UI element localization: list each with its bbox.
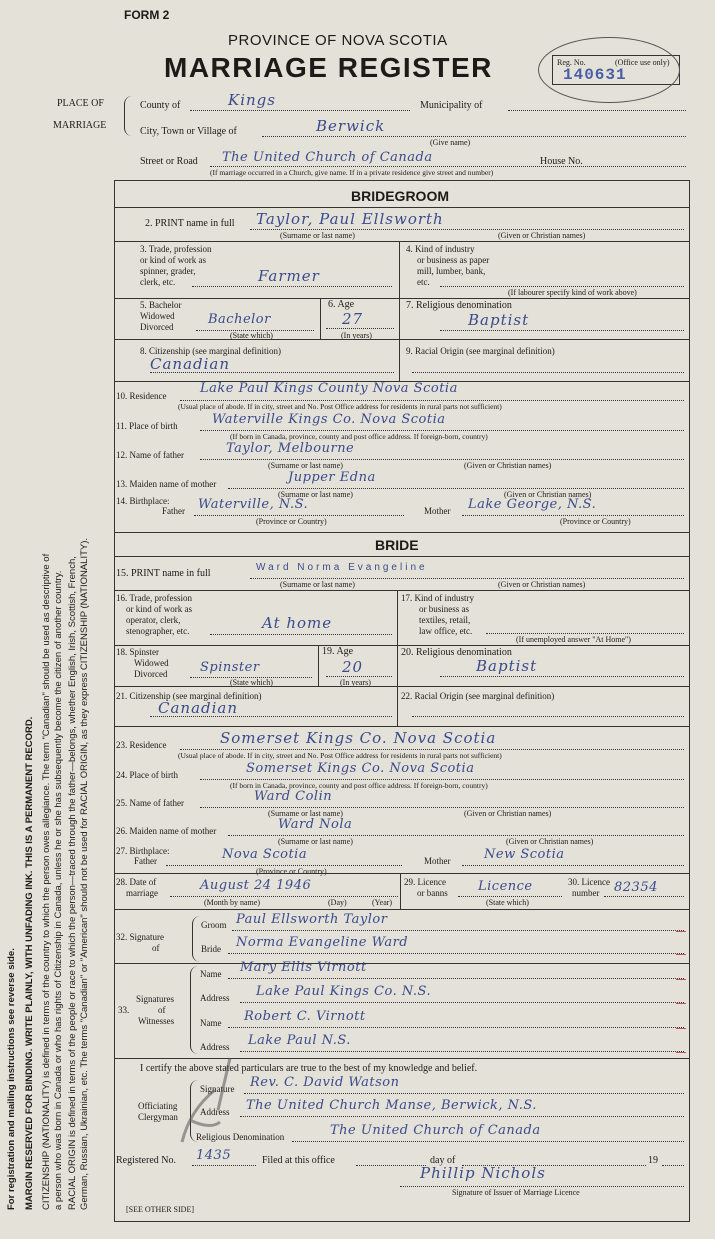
bride-father-value: Ward Colin [254, 789, 333, 804]
binding-margin [6, 0, 106, 1239]
issuer-signature: Phillip Nichols [420, 1164, 546, 1182]
reg-no-box: Reg. No. (Office use only) 140631 [552, 55, 680, 85]
initials-scribble-icon [170, 1050, 240, 1150]
county-value: Kings [228, 91, 276, 109]
groom-citizenship-value: Canadian [150, 355, 231, 373]
groom-religion-value: Baptist [468, 311, 530, 329]
street-value: The United Church of Canada [222, 150, 433, 165]
bride-mother-birthplace: New Scotia [484, 847, 565, 862]
witness-1-address: Lake Paul Kings Co. N.S. [256, 984, 432, 999]
witness-1-name: Mary Ellis Virnott [240, 960, 367, 975]
groom-birthplace-value: Waterville Kings Co. Nova Scotia [212, 412, 446, 427]
reg-no-value: 140631 [563, 66, 627, 84]
registered-number: 1435 [196, 1148, 232, 1163]
licence-number-value: 82354 [614, 880, 658, 895]
groom-mother-birthplace: Lake George, N.S. [468, 497, 597, 512]
margin-text: For registration and mailing instructions see reverse side. MARGIN RESERVED FOR BINDING. WRITE PLAINLY, WITH UNFADING INK. THIS IS A PERMANENT RECORD. CITIZENSHIP (NATIONALITY) is defined in terms of the country to which the person owes allegiance. The term "Canadian" should be used as descriptive of a person who was born in Canada or who has rights of Citizenship in Canada, unless he or she has subsequently become the citizen of another country. RACIAL ORIGIN is defined in terms of the people or race to which the person—traced through the father—belongs, whether English, Irish, Scottish, French, German, Russian, Ukrainian, etc. The terms "Canadian" or "American" should not be used for RACIAL ORIGIN, as they express CITIZENSHIP (NATIONALITY). [6, 537, 90, 1210]
bride-name-value: Ward Norma Evangeline [256, 562, 428, 573]
groom-name-value: Taylor, Paul Ellsworth [256, 210, 444, 228]
bride-mother-value: Ward Nola [278, 817, 353, 832]
groom-trade-value: Farmer [258, 267, 320, 285]
page-title: MARRIAGE REGISTER [164, 52, 493, 83]
bride-residence-value: Somerset Kings Co. Nova Scotia [220, 729, 497, 747]
licence-type-value: Licence [478, 879, 533, 894]
groom-signature: Paul Ellsworth Taylor [236, 912, 388, 927]
bride-citizenship-value: Canadian [158, 699, 239, 717]
bride-status-value: Spinster [200, 660, 260, 675]
groom-age-value: 27 [342, 310, 364, 328]
see-other-side: [SEE OTHER SIDE] [126, 1205, 194, 1214]
clergy-address: The United Church Manse, Berwick, N.S. [246, 1098, 537, 1113]
bride-signature: Norma Evangeline Ward [236, 935, 409, 950]
bride-age-value: 20 [342, 658, 364, 676]
certification-statement: I certify the above stated particulars are true to the best of my knowledge and belief. [140, 1063, 478, 1074]
groom-mother-value: Jupper Edna [288, 470, 376, 485]
clergy-denomination: The United Church of Canada [330, 1123, 541, 1138]
groom-residence-value: Lake Paul Kings County Nova Scotia [200, 381, 458, 396]
bride-trade-value: At home [262, 614, 333, 632]
witness-2-address: Lake Paul N.S. [248, 1033, 351, 1048]
bridegroom-heading: BRIDEGROOM [351, 188, 449, 204]
province-title: PROVINCE OF NOVA SCOTIA [228, 32, 448, 49]
office-stamp [538, 37, 680, 103]
bride-heading: BRIDE [375, 537, 419, 553]
place-brace [124, 96, 133, 136]
witness-2-name: Robert C. Virnott [244, 1009, 366, 1024]
groom-father-value: Taylor, Melbourne [226, 441, 355, 456]
form-number: FORM 2 [124, 8, 170, 22]
bride-birthplace-value: Somerset Kings Co. Nova Scotia [246, 761, 475, 776]
groom-status-value: Bachelor [208, 312, 271, 327]
marriage-date-value: August 24 1946 [200, 878, 312, 893]
marriage-register-document: For registration and mailing instructions see reverse side. MARGIN RESERVED FOR BINDING. WRITE PLAINLY, WITH UNFADING INK. THIS IS A PERMANENT RECORD. CITIZENSHIP (NATIONALITY) is defined in terms of the country to which the person owes allegiance. The term "Canadian" should be used as descriptive of a person who was born in Canada or who has rights of Citizenship in Canada, unless he or she has subsequently become the citizen of another country. RACIAL ORIGIN is defined in terms of the people or race to which the person—traced through the father—belongs, whether English, Irish, Scottish, French, German, Russian, Ukrainian, etc. The terms "Canadian" or "American" should not be used for RACIAL ORIGIN, as they express CITIZENSHIP (NATIONALITY). FORM 2 PROVINCE OF NOVA SCOTIA MARRIAGE REGISTER Reg. No. (Office use only) 140631 PLACE OF MARRIAGE County of Kings Municipality of City, Town or Village of Berwick (Give name) Street or Road The United Church of Canada House No. (If marriage occurred in a Church, give name. If in a private residence give street and number) BRIDEGROOM 2. PRINT name in full Taylor, Paul Ellsworth (Surname or last name) (Given or Christian names) 3. Trade, profession or kind of work as spinner, grader, clerk, etc. Farmer 4. Kind of industry or business as paper mill, lumber, bank, etc. (If labourer specify kind of work above) 5. Bachelor Widowed Divorced Bachelor (State which) 6. Age 27 (In years) 7. Religious denomination Baptist 8. Citizenship (see marginal definition) Canadian 9. Racial Origin (see marginal definition) 10. Residence Lake Paul Kings County Nova Scotia (Usual place of abode. If in city, street and No. Post Office address for residents in rural parts not sufficient) 11. Place of birth Waterville Kings Co. Nova Scotia (If born in Canada, province, county and post office address. If foreign-born, country) 12. Name of father Taylor, Melbourne (Surname or last name) (Given or Christian names) 13. Maiden name of mother Jupper Edna (Surname or last name) (Given or Christian names) 14. Birthplace: Father Waterville, N.S. (Province or Country) Mother Lake George, N.S. (Province or Country) BRIDE 15. PRINT name in full Ward Norma Evangeline (Surname or last name) (Given or Christian names) 16. Trade, profession or kind of work as operator, clerk, stenographer, etc. At home 17. Kind of industry or business as textiles, retail, law office, etc. (If unemployed answer "At Home") 18. Spinster Widowed Divorced Spinster (State which) 19. Age 20 (In years) 20. Religious denomination Baptist 21. Citizenship (see marginal definition) Canadian 22. Racial Origin (see marginal definition) 23. Residence Somerset Kings Co. Nova Scotia (Usual place of abode. If in city, street and No. Post Office address for residents in rural parts not sufficient) 24. Place of birth Somerset Kings Co. Nova Scotia (If born in Canada, province, county and post office address. If foreign-born, country) 25. Name of father Ward Colin (Surname or last name) (Given or Christian names) 26. Maiden name of mother Ward Nola (Surname or last name) (Given or Christian names) 27. Birthplace: Father Nova Scotia (Province or Country) Mother New Scotia 28. Date of marriage August 24 1946 (Month by name) (Day) (Year) 29. Licence or banns Licence (State which) 30. Licence number 82354 32. Signature of Groom Paul Ellsworth Taylor Bride Norma Evangeline Ward Signatures of Witnesses 33. Name Mary Ellis Virnott Address Lake Paul Kings Co. N.S. Name Robert C. Virnott Address Lake Paul N.S. I certify the above stated particulars are true to the best of my knowledge and belief. Officiating Clergyman Signature Rev. C. David Watson Address The United Church Manse, Berwick, N.S. Religious Denomination The United Church of Canada Registered No. 1435 Filed at this office day of 19 Phillip Nichols Signature of Issuer of Marriage Licence [SEE OTHER SIDE] [0, 0, 715, 1239]
bride-religion-value: Baptist [476, 657, 538, 675]
groom-father-birthplace: Waterville, N.S. [198, 497, 309, 512]
clergy-signature: Rev. C. David Watson [250, 1075, 400, 1090]
city-value: Berwick [316, 117, 386, 135]
bride-father-birthplace: Nova Scotia [222, 847, 308, 862]
